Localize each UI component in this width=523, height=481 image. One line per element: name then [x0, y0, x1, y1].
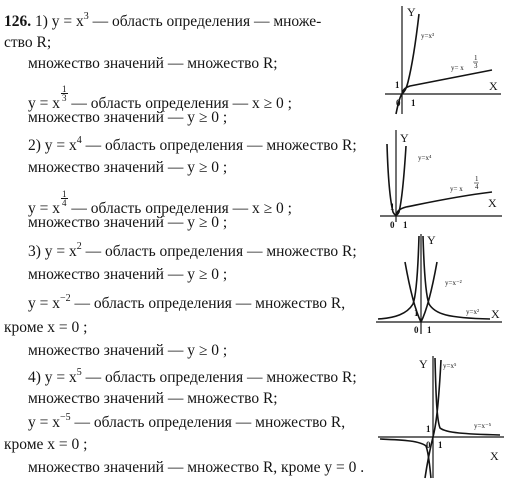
- exponent: 2: [76, 241, 82, 252]
- line-range: множество значений — множество R, кроме y = 0 .: [28, 459, 365, 476]
- formula: y = x: [51, 13, 84, 30]
- line-part3-square: [28, 241, 357, 260]
- exponent: −2: [60, 293, 71, 304]
- fraction-exponent: 4: [475, 183, 479, 191]
- tick-label-y: 1: [414, 308, 419, 318]
- formula: y = x: [44, 243, 77, 260]
- line-continuation: кроме x = 0 ;: [4, 319, 88, 336]
- fraction-exponent: 1: [474, 54, 478, 62]
- formula: y = x: [28, 95, 60, 113]
- statement: — область определения — множество R;: [81, 369, 357, 386]
- line-part1-root: [28, 85, 292, 112]
- statement: — область определения — x ≥ 0 ;: [67, 95, 292, 113]
- fraction-exponent: 1: [475, 175, 479, 183]
- curve-fourth-root: [396, 192, 492, 216]
- statement: — область определения — множество R,: [70, 295, 346, 312]
- x-axis-label: X: [490, 449, 499, 463]
- fraction-exponent: 3: [474, 62, 478, 70]
- tick-label-y: 1: [426, 424, 431, 434]
- y-axis-label: Y: [427, 233, 436, 247]
- line-range: множество значений — множество R;: [28, 390, 278, 407]
- line-part2-fourth: [28, 135, 357, 154]
- line-part4-inverse: [28, 412, 346, 431]
- line-range: множество значений — y ≥ 0 ;: [28, 342, 228, 359]
- tick-label-x: 1: [411, 98, 416, 108]
- curve-label: y=x⁴: [418, 154, 432, 162]
- line-range: множество значений — y ≥ 0 ;: [28, 214, 228, 231]
- line-continuation: кроме x = 0 ;: [4, 436, 88, 453]
- fraction-exponent: $\frac{1}{3}$: [62, 84, 67, 104]
- exponent: 5: [76, 367, 82, 378]
- line-part3-inverse: [28, 293, 346, 312]
- curve-label: y=x⁻⁵: [474, 422, 492, 430]
- exponent: −5: [60, 412, 71, 423]
- tick-label-y: 1: [390, 202, 395, 212]
- y-axis-label: Y: [407, 5, 416, 19]
- origin-label: 0: [396, 98, 401, 108]
- formula: y = x: [28, 295, 60, 312]
- statement: — область определения — множе-: [88, 13, 322, 30]
- exponent: 4: [76, 135, 82, 146]
- formula: y = x: [44, 137, 77, 154]
- curve-inverse-square-right: [423, 236, 490, 319]
- line-part4-fifth: [28, 367, 357, 386]
- graph-fifth-and-inverse-fifth: [374, 352, 508, 480]
- curve-inverse-square-left: [378, 236, 419, 319]
- line-range: множество значений — y ≥ 0 ;: [28, 266, 228, 283]
- line-continuation: ство R;: [4, 34, 52, 51]
- origin-label: 0: [414, 325, 419, 335]
- curve-label: y=x²: [466, 308, 480, 316]
- line-range: множество значений — множество R;: [28, 55, 278, 72]
- line-range: множество значений — y ≥ 0 ;: [28, 159, 228, 176]
- formula: y = x: [28, 200, 60, 218]
- origin-label: 0: [426, 440, 431, 450]
- line-part2-root: [28, 190, 292, 217]
- curve-label: y=x⁵: [443, 362, 457, 370]
- statement: — область определения — множество R;: [81, 137, 357, 154]
- origin-label: 0: [390, 220, 395, 230]
- y-axis-label: Y: [419, 357, 428, 371]
- part-label: 3): [28, 243, 41, 260]
- part-label: 2): [28, 137, 41, 154]
- tick-label-y: 1: [395, 80, 400, 90]
- line-range: множество значений — y ≥ 0 ;: [28, 109, 228, 126]
- exponent: 3: [83, 11, 89, 22]
- part-label: 4): [28, 369, 41, 386]
- x-axis-label: X: [488, 196, 497, 210]
- statement: — область определения — x ≥ 0 ;: [67, 200, 292, 218]
- graph-square-and-inverse-square: [372, 230, 506, 340]
- x-axis-label: X: [491, 307, 500, 321]
- graph-fourth-and-fourth-root: [378, 126, 506, 234]
- graph-cube-and-cube-root: [380, 2, 506, 118]
- curve-cube-root: [402, 70, 492, 94]
- statement: — область определения — множество R,: [70, 414, 346, 431]
- tick-label-x: 1: [438, 440, 443, 450]
- part-label: 1): [35, 13, 48, 30]
- fraction-exponent: $\frac{1}{4}$: [62, 189, 67, 209]
- statement: — область определения — множество R;: [81, 243, 357, 260]
- curve-label: y=x³: [421, 32, 435, 40]
- tick-label-x: 1: [427, 325, 432, 335]
- problem-number: 126.: [4, 13, 32, 30]
- curve-inverse-fifth-left: [380, 439, 431, 478]
- curve-label: y=x⁻²: [445, 279, 462, 287]
- curve-label: y= x: [451, 64, 464, 72]
- tick-label-x: 1: [403, 220, 408, 230]
- curve-label: y= x: [450, 185, 463, 193]
- line-part1-cube: [4, 11, 322, 30]
- formula: y = x: [28, 414, 60, 431]
- formula: y = x: [44, 369, 77, 386]
- y-axis-label: Y: [400, 131, 409, 145]
- x-axis-label: X: [489, 79, 498, 93]
